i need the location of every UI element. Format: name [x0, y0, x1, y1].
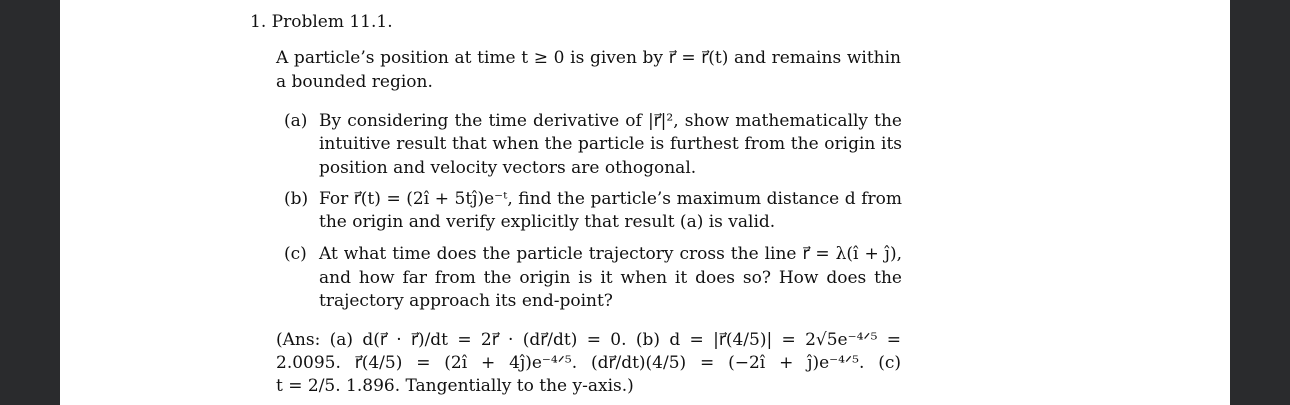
part-b-line-2: the origin and verify explicitly that result (a) is valid. [319, 212, 776, 232]
answer-line-1: (Ans: (a) d(r⃗ · r⃗)/dt = 2r⃗ · (dr⃗/dt) = 0. (b) d = |r⃗(4/5)| = 2√5e⁻⁴ᐟ⁵ = [276, 330, 901, 350]
document-page [60, 0, 1230, 405]
part-c-line-1: At what time does the particle trajectory cross the line r⃗ = λ(î + ĵ), [319, 244, 902, 264]
problem-intro-line-1: A particle’s position at time t ≥ 0 is given by r⃗ = r⃗(t) and remains within [276, 48, 901, 68]
answer-line-3: t = 2/5. 1.896. Tangentially to the y-axis.) [276, 376, 634, 396]
part-c-label: (c) [284, 244, 307, 264]
part-a-label: (a) [284, 111, 308, 131]
part-b-line-1: For r⃗(t) = (2î + 5tĵ)e⁻ᵗ, find the particle’s maximum distance d from [319, 189, 902, 209]
answer-line-2: 2.0095. r⃗(4/5) = (2î + 4ĵ)e⁻⁴ᐟ⁵. (dr⃗/dt)(4/5) = (−2î + ĵ)e⁻⁴ᐟ⁵. (c) [276, 353, 901, 373]
problem-heading [250, 12, 393, 32]
part-c-line-3: trajectory approach its end-point? [319, 291, 613, 311]
problem-number: 1. [250, 12, 267, 32]
problem-intro-line-2: a bounded region. [276, 72, 433, 92]
part-c-line-2: and how far from the origin is it when it does so? How does the [319, 268, 902, 288]
part-a-line-2: intuitive result that when the particle is furthest from the origin its [319, 134, 902, 154]
part-a-line-3: position and velocity vectors are othogonal. [319, 158, 697, 178]
part-b-label: (b) [284, 189, 309, 209]
problem-title: Problem 11.1. [271, 12, 393, 32]
part-a-line-1: By considering the time derivative of |r⃗|², show mathematically the [319, 111, 902, 131]
